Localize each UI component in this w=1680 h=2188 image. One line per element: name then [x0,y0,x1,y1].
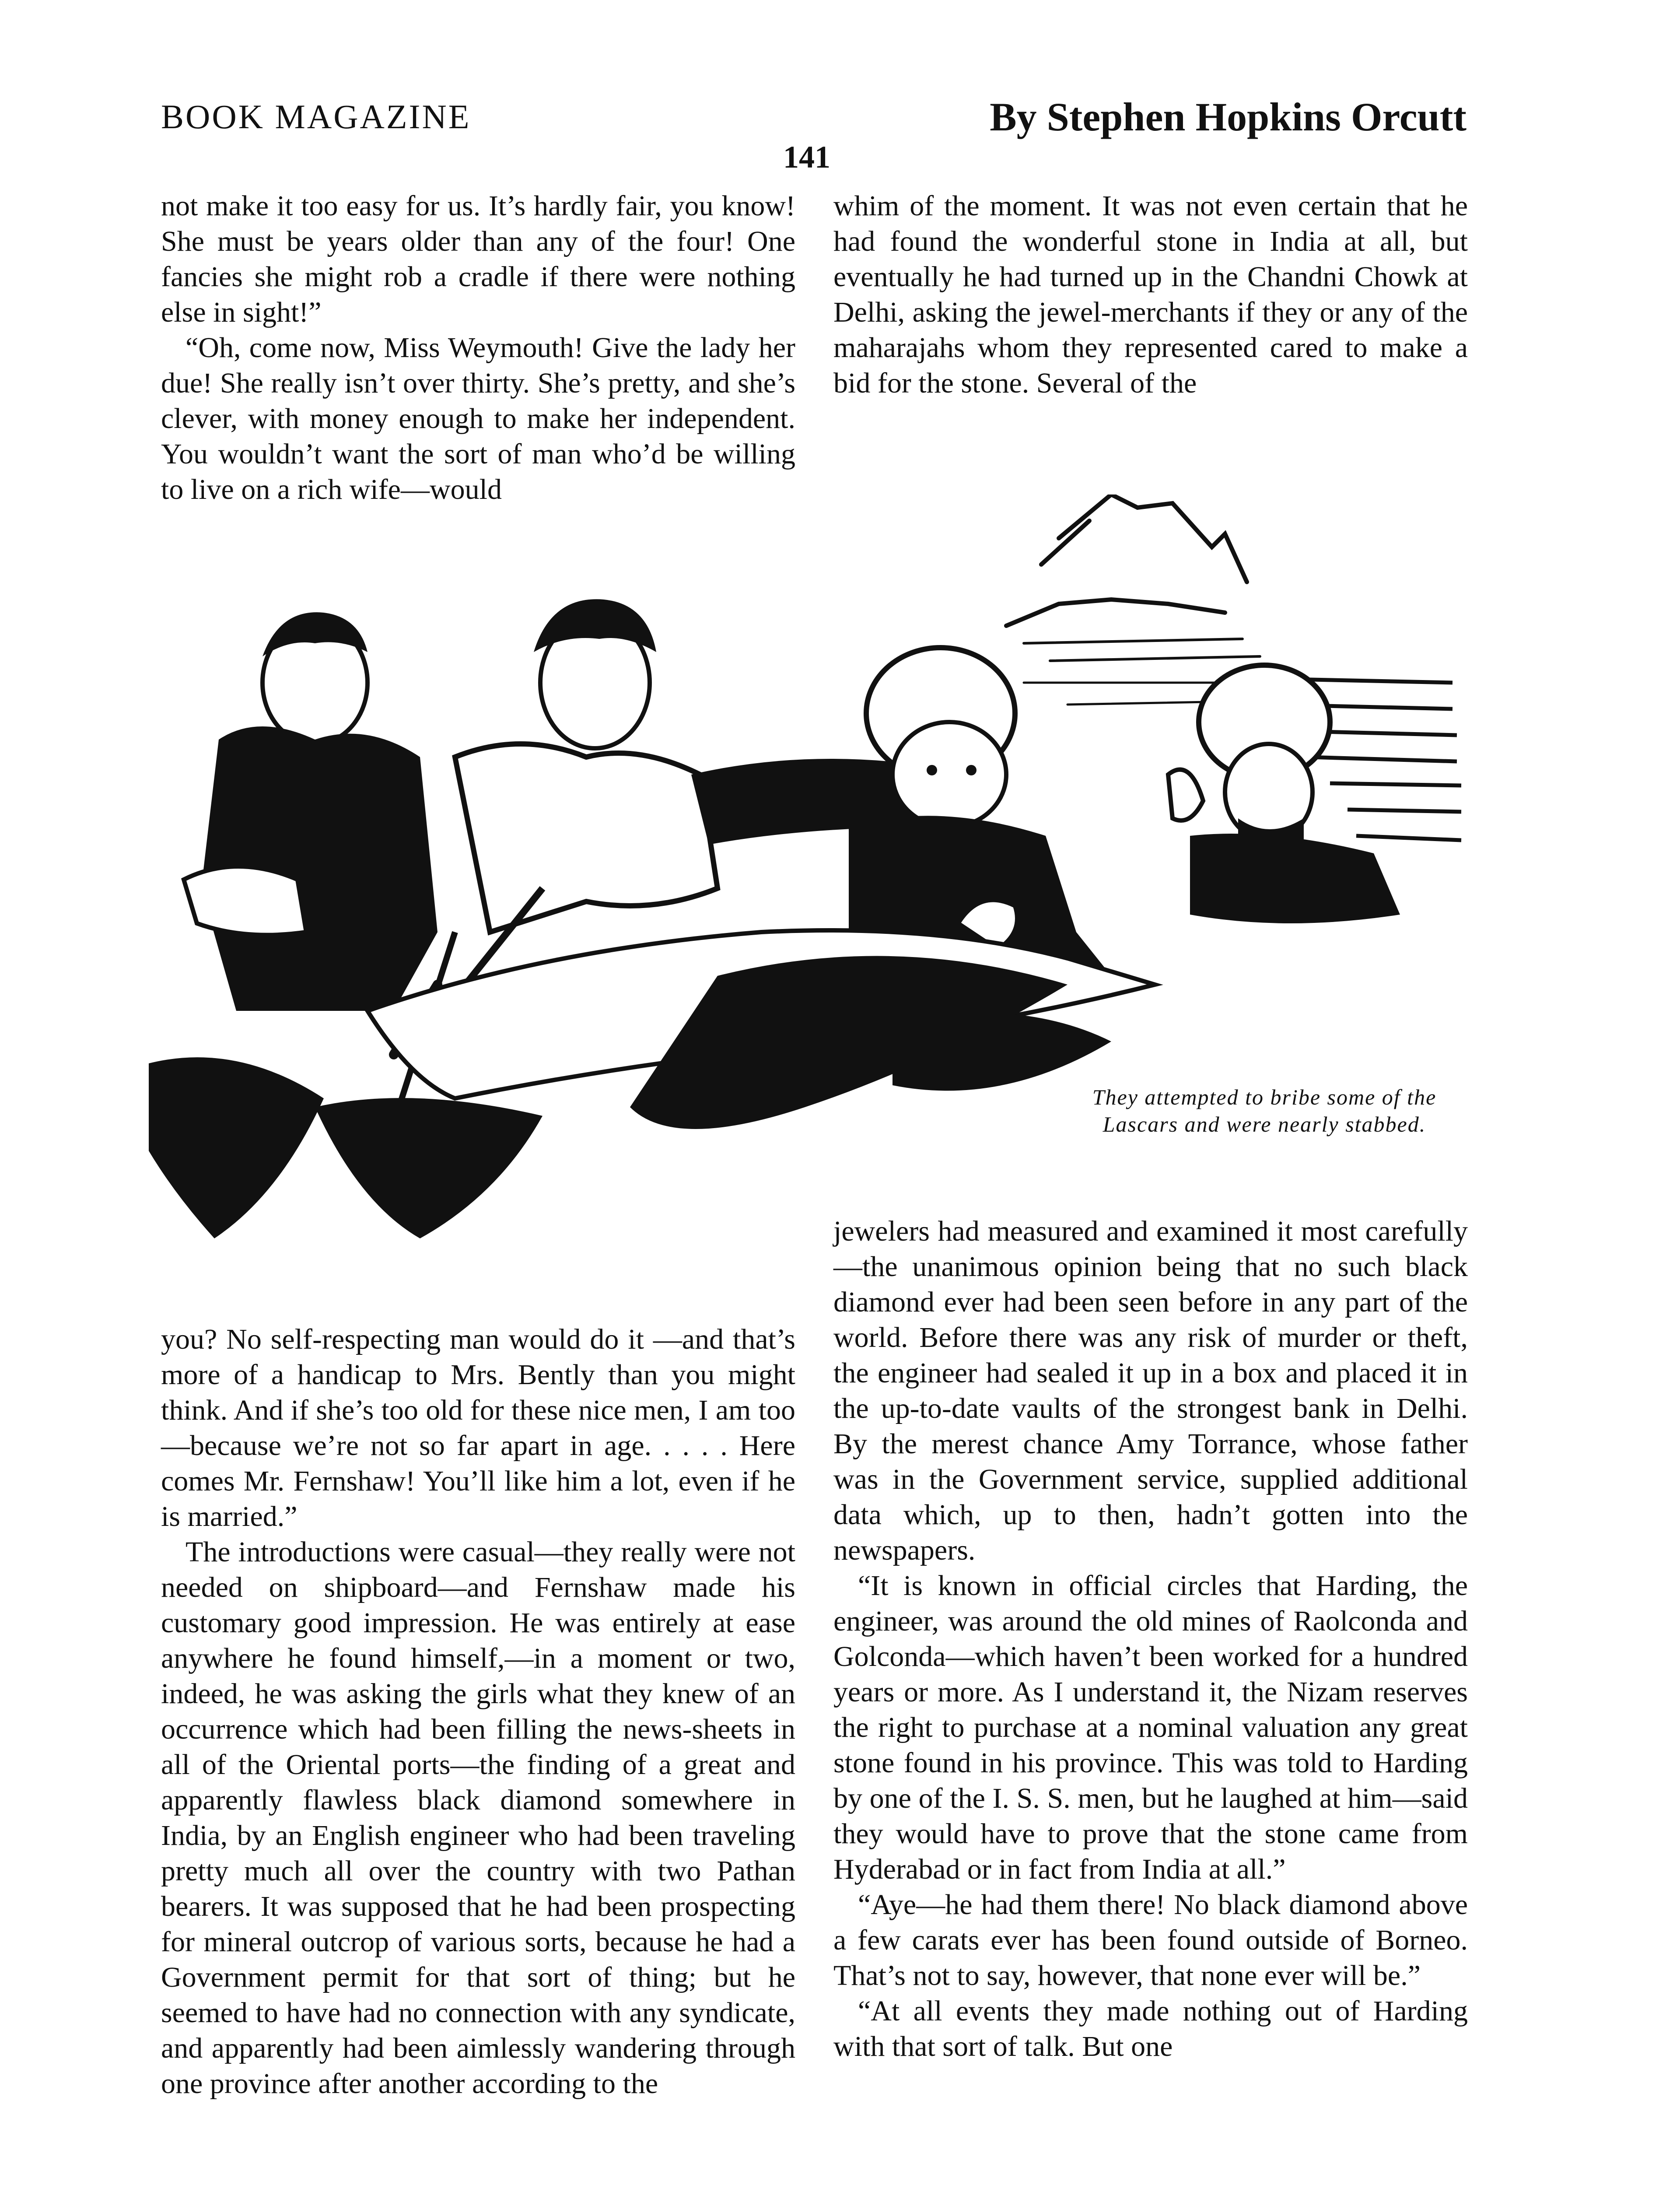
paragraph: “Oh, come now, Miss Weymouth! Give the lady her due! She really isn’t over thirty. She’s pretty, and she’s clever, with money enough to make her independent. You wouldn’t want the sort of man who’d be willing to live on a rich wife—would [161,332,795,505]
text-column-right-bottom [833,1213,1468,2064]
paragraph: not make it too easy for us. It’s hardly fair, you know! She must be years older than any of the four! One fancies she might rob a cradle if there were nothing else in sight!” [161,190,795,328]
author-byline: By Stephen Hopkins Orcutt [990,95,1466,139]
text-column-right-top [833,188,1468,401]
illustration-caption: They attempted to bribe some of the Lascars and were nearly stabbed. [1092,1085,1437,1136]
page-number: 141 [783,140,830,175]
paragraph: “At all events they made nothing out of Harding with that sort of talk. But one [833,1995,1468,2062]
text-column-left-bottom [161,1322,795,2101]
figure-left-man [184,612,438,1011]
paragraph: “Aye—he had them there! No black diamond above a few carats ever has been found outside of Borneo. That’s not to say, however, that none ever will be.” [833,1889,1468,1992]
magazine-title: BOOK MAGAZINE [161,98,471,136]
figure-far-right-man [1168,665,1400,923]
paragraph: The introductions were casual—they really were not needed on shipboard—and Fernshaw made his customary good impression. He was entirely at ease anywhere he found himself,—in a moment or two, indeed, he was asking the girls what they knew of an occurrence which had been filling the news-sheets in all of the Oriental ports—the finding of a great and apparently flawless black diamond somewhere in India, by an English engineer who had been traveling pretty much all over the country with two Pathan bearers. It was supposed that he had been prospecting for mineral outcrop of various sorts, because he had a Government permit for that sort of thing; but he seemed to have had no connection with any syndicate, and apparently had been aimlessly wandering through one province after another according to the [161,1536,795,2100]
paragraph: whim of the moment. It was not even certain that he had found the wonderful stone in India at all, but eventually he had turned up in the Chandni Chowk at Delhi, asking the jewel-merchants if they or any of the maharajahs whom they represented cared to make a bid for the stone. Several of the [833,190,1468,399]
paragraph: “It is known in official circles that Harding, the engineer, was around the old mines of Raolconda and Golconda—which haven’t been worked for a hundred years or more. As I understand it, the Nizam reserves the right to purchase at a nominal valuation any great stone found in his province. This was told to Harding by one of the I. S. S. men, but he laughed at him—said they would have to prove that the stone came from Hyderabad or in fact from India at all.” [833,1570,1468,1885]
text-column-left-top [161,188,795,507]
paragraph: jewelers had measured and examined it most carefully—the unanimous opinion being that no such black diamond ever had been seen before in any part of the world. Before there was any risk of murder or theft, the engineer had sealed it up in a box and placed it in the up-to-date vaults of the strongest bank in Delhi. By the merest chance Amy Torrance, whose father was in the Government service, supplied additional data which, up to then, hadn’t gotten into the newspapers. [833,1215,1468,1566]
paragraph: you? No self-respecting man would do it —and that’s more of a handicap to Mrs. Bently than you might think. And if she’s too old for these nice men, I am too—because we’re not so far apart in age. . . . . Here comes Mr. Fernshaw! You’ll like him a lot, even if he is married.” [161,1323,795,1532]
story-illustration [149,494,1470,1273]
